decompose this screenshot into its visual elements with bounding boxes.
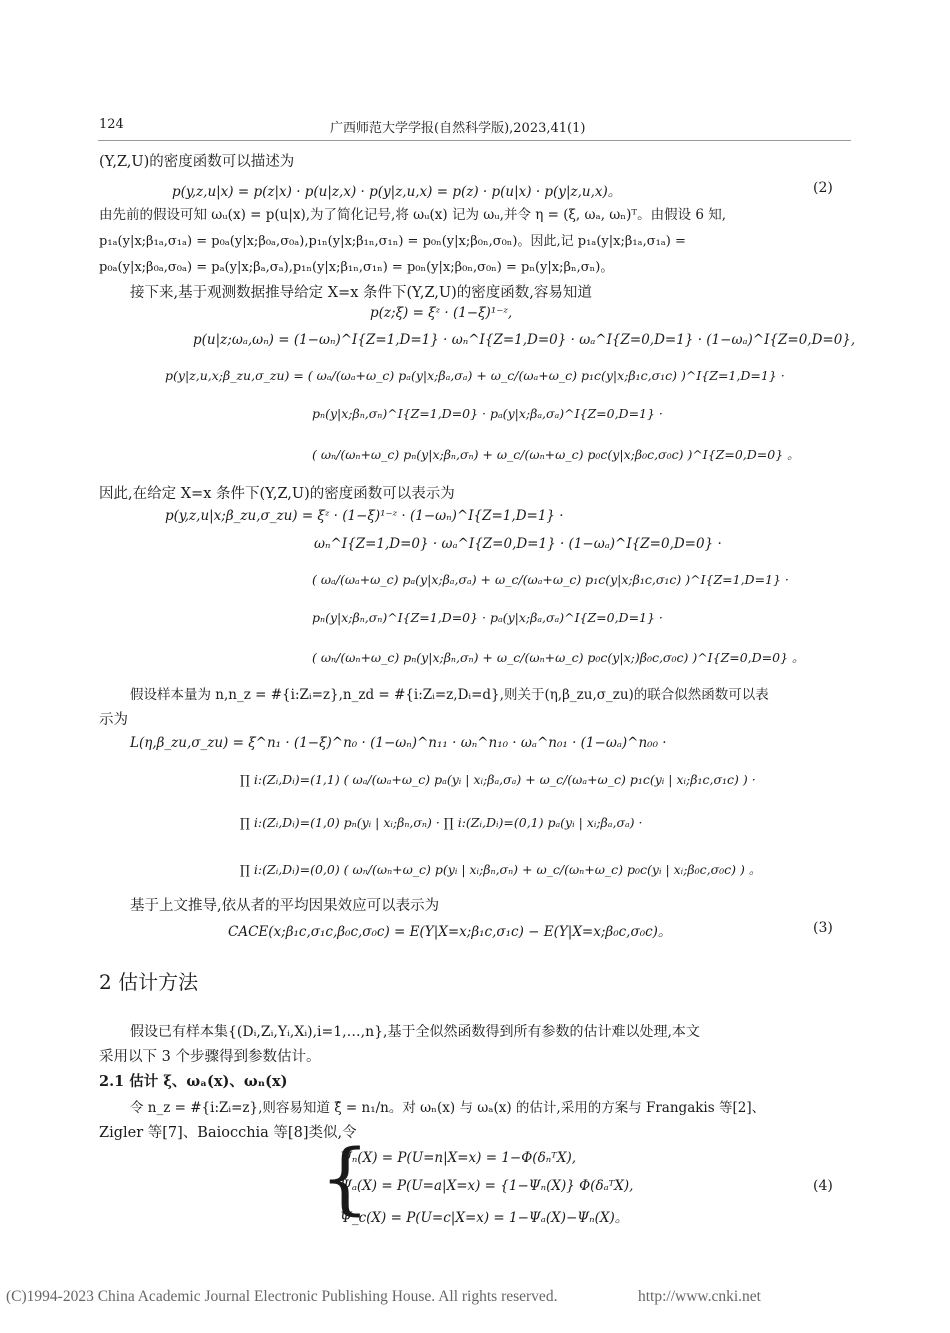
section-title: 2 估计方法 — [99, 970, 199, 994]
journal-title: 广西师范大学学报(自然科学版),2023,41(1) — [330, 121, 586, 136]
equation-2-number: (2) — [813, 180, 833, 196]
paragraph-6-line-2: 采用以下 3 个步骤得到参数估计。 — [99, 1049, 321, 1065]
equation-4-number: (4) — [813, 1178, 833, 1194]
density-z: p(z;ξ) = ξᶻ · (1−ξ)¹⁻ᶻ, — [370, 305, 513, 321]
equation-4-line-1: Ψₙ(X) = P(U=n|X=x) = 1−Φ(δₙᵀX), — [340, 1150, 576, 1166]
paragraph-2: 接下来,基于观测数据推导给定 X=x 条件下(Y,Z,U)的密度函数,容易知道 — [130, 285, 592, 301]
likelihood-line-1: L(η,β_zu,σ_zu) = ξ^n₁ · (1−ξ)^n₀ · (1−ωₙ)^n₁₁ · ωₙ^n₁₀ · ωₐ^n₀₁ · (1−ωₐ)^n₀₀ · — [130, 735, 667, 751]
subsection-title: 2.1 估计 ξ、ωₐ(x)、ωₙ(x) — [99, 1073, 288, 1090]
equation-2: p(y,z,u|x) = p(z|x) · p(u|z,x) · p(y|z,u,x) = p(z) · p(u|x) · p(y|z,u,x)。 — [172, 184, 622, 200]
paragraph-4-line-1: 假设样本量为 n,n_z = #{i:Zᵢ=z},n_zd = #{i:Zᵢ=z,Dᵢ=d},则关于(η,β_zu,σ_zu)的联合似然函数可以表 — [130, 687, 769, 703]
header-divider — [98, 140, 851, 141]
likelihood-line-2: ∏ i:(Zᵢ,Dᵢ)=(1,1) ( ωₐ/(ωₐ+ω_c) pₐ(yᵢ | xᵢ;βₐ,σₐ) + ω_c/(ωₐ+ω_c) p₁c(yᵢ | xᵢ;β₁c,σ₁c) ) · — [240, 772, 756, 787]
page-number: 124 — [99, 117, 124, 132]
paragraph-3: 因此,在给定 X=x 条件下(Y,Z,U)的密度函数可以表示为 — [99, 486, 455, 502]
likelihood-line-4: ∏ i:(Zᵢ,Dᵢ)=(0,0) ( ωₙ/(ωₙ+ω_c) p(yᵢ | xᵢ;βₙ,σₙ) + ω_c/(ωₙ+ω_c) p₀c(yᵢ | xᵢ;β₀c,σ₀c) ) 。 — [240, 862, 762, 877]
density-y-line-1: p(y|z,u,x;β_zu,σ_zu) = ( ωₐ/(ωₐ+ω_c) pₐ(y|x;βₐ,σₐ) + ω_c/(ωₐ+ω_c) p₁c(y|x;β₁c,σ₁c) )^I{Z=1,D=1} · — [165, 368, 785, 383]
paragraph-7-line-2: Zigler 等[7]、Baiocchia 等[8]类似,令 — [99, 1125, 357, 1141]
paragraph-7-line-1: 令 n_z = #{i:Zᵢ=z},则容易知道 ξ̂ = n₁/n。对 ωₙ(x) 与 ωₐ(x) 的估计,采用的方案与 Frangakis 等[2]、 — [130, 1100, 766, 1116]
footer-url[interactable]: http://www.cnki.net — [638, 1288, 761, 1305]
paragraph-1-line-1: 由先前的假设可知 ωᵤ(x) = p(u|x),为了简化记号,将 ωᵤ(x) 记为 ωᵤ,并令 η = (ξ, ωₐ, ωₙ)ᵀ。由假设 6 知, — [99, 207, 727, 223]
equation-4-line-3: Ψ_c(X) = P(U=c|X=x) = 1−Ψₐ(X)−Ψₙ(X)。 — [340, 1210, 629, 1226]
equation-3: CACE(x;β₁c,σ₁c,β₀c,σ₀c) = E(Y|X=x;β₁c,σ₁c) − E(Y|X=x;β₀c,σ₀c)。 — [228, 924, 672, 940]
paragraph-1-line-3: p₀ₐ(y|x;β₀ₐ,σ₀ₐ) = pₐ(y|x;βₐ,σₐ),p₁ₙ(y|x;β₁ₙ,σ₁ₙ) = p₀ₙ(y|x;β₀ₙ,σ₀ₙ) = pₙ(y|x;βₙ,σₙ)。 — [99, 260, 614, 275]
joint-density-line-3: ( ωₐ/(ωₐ+ω_c) pₐ(y|x;βₐ,σₐ) + ω_c/(ωₐ+ω_c) p₁c(y|x;β₁c,σ₁c) )^I{Z=1,D=1} · — [312, 572, 789, 587]
density-y-line-2: pₙ(y|x;βₙ,σₙ)^I{Z=1,D=0} · pₐ(y|x;βₐ,σₐ)^I{Z=0,D=1} · — [312, 406, 663, 421]
paragraph-1-line-2: p₁ₐ(y|x;β₁ₐ,σ₁ₐ) = p₀ₐ(y|x;β₀ₐ,σ₀ₐ),p₁ₙ(y|x;β₁ₙ,σ₁ₙ) = p₀ₙ(y|x;β₀ₙ,σ₀ₙ)。因此,记 p₁ₐ(y|x;β₁ₐ,σ₁ₐ) = — [99, 234, 686, 249]
joint-density-line-1: p(y,z,u|x;β_zu,σ_zu) = ξᶻ · (1−ξ)¹⁻ᶻ · (1−ωₙ)^I{Z=1,D=1} · — [165, 508, 564, 524]
paragraph-5: 基于上文推导,依从者的平均因果效应可以表示为 — [130, 898, 440, 914]
joint-density-line-5: ( ωₙ/(ωₙ+ω_c) pₙ(y|x;βₙ,σₙ) + ω_c/(ωₙ+ω_c) p₀c(y|x;)β₀c,σ₀c) )^I{Z=0,D=0} 。 — [312, 650, 805, 665]
likelihood-line-3: ∏ i:(Zᵢ,Dᵢ)=(1,0) pₙ(yᵢ | xᵢ;βₙ,σₙ) · ∏ i:(Zᵢ,Dᵢ)=(0,1) pₐ(yᵢ | xᵢ;βₐ,σₐ) · — [240, 815, 643, 830]
joint-density-line-2: ωₙ^I{Z=1,D=0} · ωₐ^I{Z=0,D=1} · (1−ωₐ)^I{Z=0,D=0} · — [314, 536, 722, 552]
paragraph-6-line-1: 假设已有样本集{(Dᵢ,Zᵢ,Yᵢ,Xᵢ),i=1,…,n},基于全似然函数得到所有参数的估计难以处理,本文 — [130, 1024, 700, 1040]
equation-4-line-2: Ψₐ(X) = P(U=a|X=x) = {1−Ψₙ(X)} Φ(δₐᵀX), — [340, 1178, 634, 1194]
density-y-line-3: ( ωₙ/(ωₙ+ω_c) pₙ(y|x;βₙ,σₙ) + ω_c/(ωₙ+ω_c) p₀c(y|x;β₀c,σ₀c) )^I{Z=0,D=0} 。 — [312, 447, 800, 462]
intro-line: (Y,Z,U)的密度函数可以描述为 — [99, 154, 295, 170]
density-u: p(u|z;ωₐ,ωₙ) = (1−ωₙ)^I{Z=1,D=1} · ωₙ^I{Z=1,D=0} · ωₐ^I{Z=0,D=1} · (1−ωₐ)^I{Z=0,D=0}, — [193, 332, 856, 348]
copyright-notice: (C)1994-2023 China Academic Journal Electronic Publishing House. All rights reserved. — [6, 1288, 558, 1305]
equation-3-number: (3) — [813, 920, 833, 936]
joint-density-line-4: pₙ(y|x;βₙ,σₙ)^I{Z=1,D=0} · pₐ(y|x;βₐ,σₐ)^I{Z=0,D=1} · — [312, 610, 663, 625]
paragraph-4-line-2: 示为 — [99, 712, 128, 728]
equation-4-brace: { — [320, 1134, 370, 1224]
